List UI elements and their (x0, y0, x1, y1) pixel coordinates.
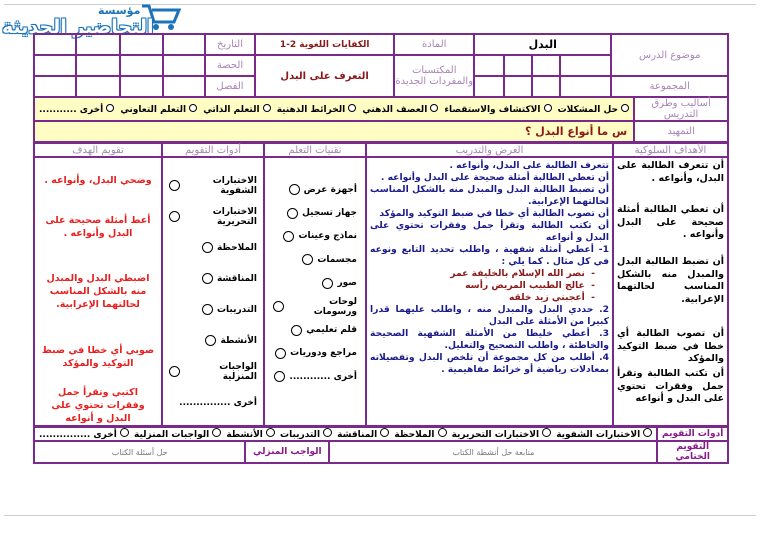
objective-item: أن تصوب الطالبة أي خطا في ضبط التوكيد والمؤكد (617, 328, 724, 364)
radio-circle-icon[interactable] (302, 254, 313, 265)
radio-circle-icon[interactable] (169, 180, 180, 191)
homework-label: الواجب المنزلي (245, 441, 329, 463)
date-cell[interactable] (120, 34, 164, 55)
intro-value: س ما أنواع البدل ؟ (34, 121, 634, 142)
tool-option[interactable]: الاختبارات التحريرية (169, 201, 257, 232)
homework-value: حل أسئلة الكتاب (34, 441, 245, 463)
evaluation-item: أعط أمثلة صحيحة على البدل وأنواعه . (45, 215, 151, 239)
header-grid (33, 33, 729, 98)
technique-option[interactable]: صور (273, 272, 357, 295)
final-eval-value: متابعة حل أنشطة الكتاب (329, 441, 657, 463)
technique-option[interactable]: نماذج وعينات (273, 225, 357, 248)
tool-option[interactable]: الاختبارات الشفوية (169, 170, 257, 201)
intro-label: التمهيد (634, 121, 728, 142)
objective-item: أن تكتب الطالبة وتقرأ جمل وفقرات تحتوي على البدل و أنواعه (617, 368, 724, 404)
tool-option[interactable]: الأنشطة (169, 325, 257, 356)
period-cell[interactable] (120, 55, 164, 76)
radio-circle-icon[interactable] (202, 273, 213, 284)
group-cell[interactable] (474, 76, 504, 97)
radio-circle-icon[interactable] (202, 304, 213, 315)
method-option[interactable]: الاكتشاف والاستقصاء (444, 104, 551, 115)
objective-item: أن تتعرف الطالبة على البدل، وأنواعه . (617, 160, 724, 184)
assessment-option[interactable]: الأنشطة (226, 428, 275, 440)
period-cell[interactable] (163, 55, 205, 76)
assessment-option[interactable]: المناقشة (337, 428, 389, 440)
technique-option[interactable]: أخرى ............ (273, 365, 357, 388)
date-cell[interactable] (76, 34, 120, 55)
radio-circle-icon[interactable] (430, 104, 438, 112)
method-option[interactable]: التعلم الذاتي (203, 104, 270, 115)
technique-option[interactable]: قلم تعليمي (273, 318, 357, 341)
class-cell[interactable] (34, 76, 76, 97)
main-grid (33, 142, 729, 427)
acquired-label: المكتسبات والمفردات الجديدة (394, 55, 474, 97)
radio-circle-icon[interactable] (544, 104, 552, 112)
radio-circle-icon[interactable] (348, 104, 356, 112)
group-cell[interactable] (504, 76, 532, 97)
radio-circle-icon[interactable] (106, 104, 114, 112)
class-cell[interactable] (120, 76, 164, 97)
radio-circle-icon[interactable] (205, 335, 216, 346)
radio-circle-icon[interactable] (169, 366, 180, 377)
tool-option[interactable]: الواجبات المنزلية (169, 356, 257, 387)
presentation-step: 1- أعطي أمثلة شفهية ، واطلب تحديد التابع ونوعه في كل مثال . كما يلي : (370, 244, 609, 267)
logo-line1: مؤسسة (98, 4, 141, 17)
evaluation-header: تقويم الهدف (34, 143, 162, 157)
method-option[interactable]: التعلم التعاوني (120, 104, 197, 115)
bottom-frame-line (4, 515, 756, 516)
footer-grid (33, 426, 729, 464)
radio-circle-icon[interactable] (291, 325, 302, 336)
radio-circle-icon[interactable] (169, 211, 180, 222)
radio-circle-icon[interactable] (322, 278, 333, 289)
presentation-column (366, 157, 613, 426)
technique-option[interactable]: أجهزة عرض (273, 178, 357, 201)
assessment-option[interactable]: الواجبات المنزلية (134, 428, 221, 440)
radio-circle-icon[interactable] (273, 301, 284, 312)
period-cell[interactable] (76, 55, 120, 76)
assessment-option[interactable]: الملاحظة (394, 428, 446, 440)
technique-option[interactable]: مجسمات (273, 248, 357, 271)
logo-line2: التحاضير الحديثة (2, 16, 154, 38)
lesson-topic-value: البدل (474, 34, 611, 55)
technique-option[interactable]: لوحات ورسومات (273, 295, 357, 318)
date-label: التاريخ (205, 34, 255, 55)
technique-option[interactable]: جهاز تسجيل (273, 201, 357, 224)
date-cell[interactable] (163, 34, 205, 55)
radio-circle-icon[interactable] (266, 428, 275, 437)
group-cell[interactable] (474, 55, 504, 76)
radio-circle-icon[interactable] (189, 104, 197, 112)
group-cell[interactable] (532, 76, 560, 97)
techniques-header: تقنيات التعلم (264, 143, 366, 157)
radio-circle-icon[interactable] (621, 104, 629, 112)
radio-circle-icon[interactable] (283, 231, 294, 242)
method-option[interactable]: حل المشكلات (558, 104, 630, 115)
competency-value: الكفايات اللغوية 2-1 (255, 34, 394, 55)
subject-label: المادة (394, 34, 474, 55)
objective-item: أن تضبط الطالبة البدل والمبدل منه بالشكل المناسب لحالتهما الإعرابية. (617, 256, 724, 305)
methods-intro-grid (33, 96, 729, 143)
radio-circle-icon[interactable] (120, 428, 129, 437)
radio-circle-icon[interactable] (438, 428, 447, 437)
technique-option[interactable]: مراجع ودوريات (273, 342, 357, 365)
assessment-option[interactable]: الاختبارات الشفوية (556, 428, 652, 440)
example-item: - نصر الله الإسلام بالخليفة عمر (450, 268, 595, 279)
assessment-tools-label: أدوات التقويم (657, 427, 728, 441)
period-cell[interactable] (34, 55, 76, 76)
assessment-option[interactable]: التدريبات (280, 428, 332, 440)
example-item: - أعجبني زيد خلقه (508, 292, 595, 303)
evaluation-item: وضحي البدل، وأنواعه . (44, 175, 152, 186)
radio-circle-icon[interactable] (202, 242, 213, 253)
assessment-option[interactable]: الاختبارات التحريرية (452, 428, 552, 440)
tool-option[interactable]: أخرى ............... (179, 397, 257, 408)
radio-circle-icon[interactable] (289, 184, 300, 195)
tool-option[interactable]: التدريبات (169, 294, 257, 325)
class-label: الفصل (205, 76, 255, 97)
methods-strip (34, 97, 634, 121)
tools-column (162, 157, 264, 426)
example-list (370, 268, 609, 304)
methods-label: أساليب وطرق التدريس (634, 97, 728, 121)
assessment-tools-strip (34, 427, 657, 441)
class-cell[interactable] (163, 76, 205, 97)
radio-circle-icon[interactable] (643, 428, 652, 437)
objectives-header: الأهداف السلوكية (613, 143, 728, 157)
evaluation-item: اضبطي البدل والمبدل منه بالشكل المناسب لحالتهما الإعرابية. (46, 273, 150, 310)
final-eval-label: التقويم الختامي (657, 441, 728, 463)
radio-circle-icon[interactable] (380, 428, 389, 437)
evaluation-column (34, 157, 162, 426)
radio-circle-icon[interactable] (287, 208, 298, 219)
method-option[interactable]: أخرى ........... (39, 104, 114, 115)
presentation-step: 4. أطلب من كل مجموعة أن تلخص البدل وتفصيلاته بمعادلات رياضية أو خرائط مفاهيمية . (370, 352, 609, 375)
tools-header: أدوات التقويم (162, 143, 264, 157)
assessment-option[interactable]: أخرى ............... (39, 428, 129, 440)
radio-circle-icon[interactable] (263, 104, 271, 112)
radio-circle-icon[interactable] (542, 428, 551, 437)
objective-title: التعرف على البدل (255, 55, 394, 97)
method-option[interactable]: الخرائط الذهنية (277, 104, 357, 115)
group-cell[interactable] (504, 55, 532, 76)
radio-circle-icon[interactable] (275, 348, 286, 359)
group-cell[interactable] (532, 55, 560, 76)
tool-option[interactable]: المناقشة (169, 263, 257, 294)
objective-item: أن تعطي الطالبة أمثلة صحيحة على البدل وأنواعه . (617, 204, 724, 240)
example-item: - عالج الطبيب المريض رأسه (465, 280, 595, 291)
presentation-intro: تتعرف الطالبة على البدل، وأنواعه . أن تعطي الطالبة أمثلة صحيحة على البدل وأنواعه . أن تضبط الطالبة البدل والمبدل منه بالشكل المناسب لحالتهما الإعرابية. أن تصوب الطالبة أي خطا في ضبط التوكيد والمؤكد أن تكتب الطالبة وتقرأ جمل وفقرات تحتوي على البدل و أنواعه (370, 160, 609, 243)
group-cell[interactable] (560, 76, 612, 97)
presentation-step: 2. حددي البدل والمبدل منه ، واطلب عليهما قدرا كبيرا من الأمثلة على البدل (370, 304, 609, 327)
date-cell[interactable] (34, 34, 76, 55)
class-cell[interactable] (76, 76, 120, 97)
period-label: الحصة (205, 55, 255, 76)
objectives-column (613, 157, 728, 426)
method-option[interactable]: العصف الذهني (362, 104, 438, 115)
evaluation-item: صوبي أي خطا في ضبط التوكيد والمؤكد (41, 345, 155, 369)
evaluation-item: اكتبي وتقرأ جمل وفقرات تحتوي على البدل و أنواعه (51, 387, 145, 424)
techniques-column (264, 157, 366, 426)
radio-circle-icon[interactable] (323, 428, 332, 437)
presentation-step: 3. أعطي خليطا من الأمثلة الشفهية الصحيحة والخاطئة ، واطلب التصحيح والتعليل. (370, 328, 609, 351)
group-cell[interactable] (560, 55, 612, 76)
presentation-header: العرض والتدريب (366, 143, 613, 157)
group-label: المجموعة (611, 76, 728, 97)
tool-option[interactable]: الملاحظة (169, 232, 257, 263)
radio-circle-icon[interactable] (274, 371, 285, 382)
lesson-topic-label: موضوع الدرس (611, 34, 728, 76)
radio-circle-icon[interactable] (212, 428, 221, 437)
